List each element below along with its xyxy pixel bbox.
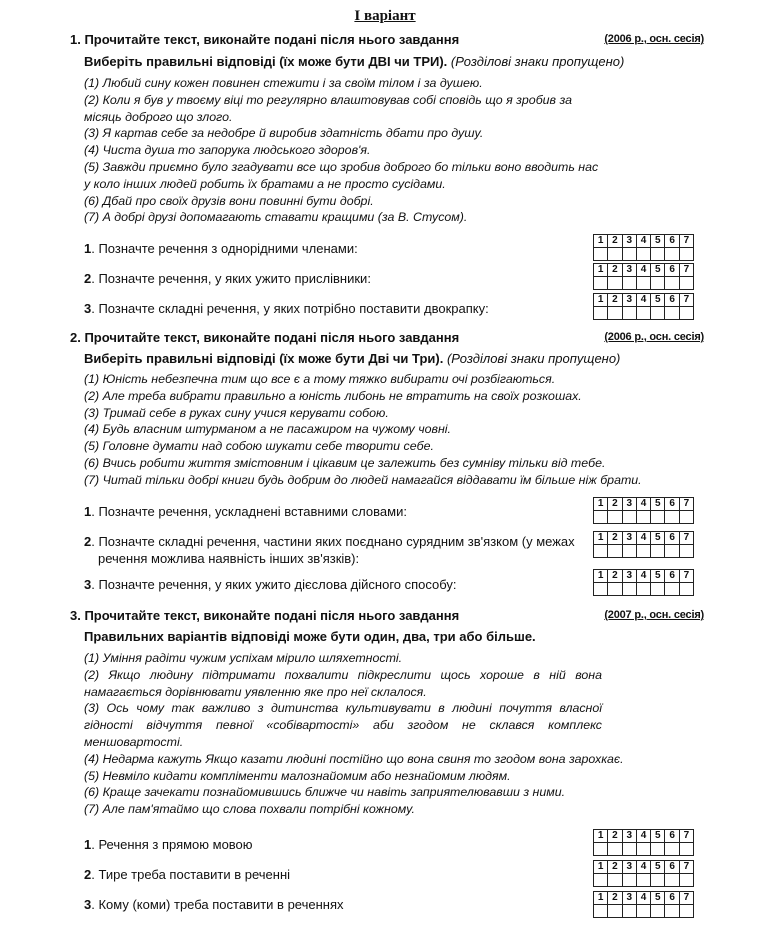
sentence: (5) Головне думати над собою шукати себе творити себе. bbox=[84, 439, 434, 454]
question-number: 1 bbox=[84, 837, 92, 852]
sentence: (4) Недарма кажуть Якщо казати людині постійно що вона свиня то згодом вона зарохкає. bbox=[84, 751, 624, 766]
answer-cell[interactable] bbox=[608, 874, 622, 887]
task-source: (2006 р., осн. сесія) bbox=[604, 33, 704, 45]
grid-digit: 1 bbox=[594, 264, 608, 277]
grid-digit: 7 bbox=[679, 570, 693, 583]
answer-cell[interactable] bbox=[636, 843, 650, 856]
answer-cell[interactable] bbox=[608, 545, 622, 558]
instruction-note: (Розділові знаки пропущено) bbox=[450, 54, 625, 69]
answer-cell[interactable] bbox=[622, 905, 636, 918]
answer-cell[interactable] bbox=[622, 545, 636, 558]
question-text: . Кому (коми) треба поставити в реченнях bbox=[91, 897, 344, 912]
answer-cell[interactable] bbox=[636, 307, 650, 320]
answer-cell[interactable] bbox=[622, 511, 636, 524]
answer-grid[interactable] bbox=[593, 569, 694, 596]
grid-digit: 2 bbox=[608, 892, 622, 905]
sentence: (2) Коли я був у твоєму віці то регулярно влаштовував собі сповідь що я зробив за місяць доброго що злого. bbox=[84, 92, 572, 124]
question-2 bbox=[84, 533, 575, 567]
sentence: (7) А добрі друзі допомагають ставати кращими (за В. Стусом). bbox=[84, 210, 468, 225]
sentence: (2) Якщо людину підтримати похвалити підкреслити щось хороше в ній вона намагається дорівнювати уявленню яке про неї склалося. bbox=[84, 667, 602, 699]
grid-digit: 3 bbox=[622, 264, 636, 277]
sentence: (5) Невміло кидати компліменти малознайомим або незнайомим людям. bbox=[84, 768, 511, 783]
question-number: 2 bbox=[84, 534, 92, 549]
answer-cell[interactable] bbox=[594, 583, 608, 596]
grid-digit: 6 bbox=[665, 294, 679, 307]
grid-digit: 2 bbox=[608, 830, 622, 843]
answer-cell[interactable] bbox=[608, 511, 622, 524]
answer-cell[interactable] bbox=[679, 511, 693, 524]
instruction-bold: Правильних варіантів відповіді може бути один, два, три або більше. bbox=[84, 629, 536, 644]
question-2 bbox=[84, 270, 371, 287]
grid-digit: 4 bbox=[636, 498, 650, 511]
question-number: 1 bbox=[84, 504, 92, 519]
task-instruction bbox=[84, 54, 624, 69]
answer-cell[interactable] bbox=[679, 545, 693, 558]
grid-digit: 7 bbox=[679, 892, 693, 905]
answer-cell[interactable] bbox=[622, 843, 636, 856]
sentence: (4) Будь власним штурманом а не пасажиром на чужому човні. bbox=[84, 422, 451, 437]
grid-digit: 5 bbox=[651, 892, 665, 905]
question-text: . Позначте складні речення, частини яких поєднано сурядним зв'язком (у межах bbox=[91, 534, 575, 549]
instruction-bold: Виберіть правильні відповіді (їх може бути Дві чи Три). bbox=[84, 351, 444, 366]
grid-digit: 2 bbox=[608, 294, 622, 307]
answer-cell[interactable] bbox=[594, 545, 608, 558]
grid-digit: 6 bbox=[665, 235, 679, 248]
grid-digit: 1 bbox=[594, 892, 608, 905]
answer-cell[interactable] bbox=[665, 905, 679, 918]
grid-digit: 1 bbox=[594, 861, 608, 874]
sentence: (4) Чиста душа то запорука людського здоров'я. bbox=[84, 143, 371, 158]
answer-cell[interactable] bbox=[636, 277, 650, 290]
sentence: (1) Любий сину кожен повинен стежити і за своїм тілом і за душею. bbox=[84, 76, 483, 90]
instruction-bold: Виберіть правильні відповіді (їх може бути ДВІ чи ТРИ). bbox=[84, 54, 448, 69]
answer-cell[interactable] bbox=[608, 307, 622, 320]
answer-cell[interactable] bbox=[651, 843, 665, 856]
answer-cell[interactable] bbox=[651, 583, 665, 596]
grid-digit: 1 bbox=[594, 235, 608, 248]
sentence: (7) Але пам'ятаймо що слова похвали потрібні кожному. bbox=[84, 802, 415, 817]
grid-digit: 1 bbox=[594, 532, 608, 545]
answer-cell[interactable] bbox=[594, 905, 608, 918]
sentence: (6) Вчись робити життя змістовним і цікавим це залежить без сумніву тільки від тебе. bbox=[84, 455, 606, 470]
answer-cell[interactable] bbox=[594, 277, 608, 290]
instruction-note: (Розділові знаки пропущено) bbox=[446, 351, 621, 366]
grid-digit: 4 bbox=[636, 235, 650, 248]
grid-digit: 5 bbox=[651, 861, 665, 874]
question-1 bbox=[84, 836, 253, 853]
grid-digit: 5 bbox=[651, 830, 665, 843]
grid-digit: 4 bbox=[636, 892, 650, 905]
answer-cell[interactable] bbox=[651, 248, 665, 261]
answer-cell[interactable] bbox=[608, 583, 622, 596]
grid-digit: 2 bbox=[608, 498, 622, 511]
question-number: 2 bbox=[84, 867, 92, 882]
answer-cell[interactable] bbox=[594, 874, 608, 887]
answer-cell[interactable] bbox=[651, 511, 665, 524]
sentence: (3) Ось чому так важливо з дитинства культивувати в людині почуття власної гідності відчуття певної «собівартості» аби згодом не склався комплекс меншовартості. bbox=[84, 701, 602, 749]
answer-cell[interactable] bbox=[679, 307, 693, 320]
grid-digit: 3 bbox=[622, 861, 636, 874]
answer-cell[interactable] bbox=[636, 583, 650, 596]
grid-digit: 3 bbox=[622, 294, 636, 307]
question-text: . Позначте речення, ускладнені вставними словами: bbox=[91, 504, 407, 519]
answer-grid[interactable] bbox=[593, 891, 694, 918]
question-text: . Позначте речення з однорідними членами: bbox=[91, 241, 358, 256]
grid-digit: 2 bbox=[608, 570, 622, 583]
grid-digit: 1 bbox=[594, 830, 608, 843]
grid-digit: 1 bbox=[594, 294, 608, 307]
grid-digit: 7 bbox=[679, 235, 693, 248]
grid-digit: 1 bbox=[594, 570, 608, 583]
answer-cell[interactable] bbox=[665, 843, 679, 856]
answer-cell[interactable] bbox=[608, 248, 622, 261]
grid-digit: 7 bbox=[679, 294, 693, 307]
answer-cell[interactable] bbox=[665, 277, 679, 290]
grid-digit: 6 bbox=[665, 861, 679, 874]
answer-grid[interactable] bbox=[593, 234, 694, 261]
grid-digit: 5 bbox=[651, 498, 665, 511]
grid-digit: 3 bbox=[622, 532, 636, 545]
sentence: (3) Тримай себе в руках сину учися керувати собою. bbox=[84, 405, 389, 420]
grid-digit: 3 bbox=[622, 498, 636, 511]
grid-digit: 2 bbox=[608, 235, 622, 248]
grid-digit: 4 bbox=[636, 830, 650, 843]
grid-digit: 4 bbox=[636, 294, 650, 307]
answer-cell[interactable] bbox=[679, 248, 693, 261]
sentence-list bbox=[84, 75, 604, 226]
grid-digit: 6 bbox=[665, 498, 679, 511]
answer-cell[interactable] bbox=[665, 511, 679, 524]
question-text: . Позначте речення, у яких ужито дієслова дійсного способу: bbox=[91, 577, 457, 592]
task-instruction bbox=[84, 629, 536, 644]
answer-cell[interactable] bbox=[679, 843, 693, 856]
answer-cell[interactable] bbox=[665, 874, 679, 887]
grid-digit: 5 bbox=[651, 264, 665, 277]
grid-digit: 7 bbox=[679, 264, 693, 277]
answer-cell[interactable] bbox=[622, 583, 636, 596]
variant-title: І варіант bbox=[354, 8, 416, 24]
answer-cell[interactable] bbox=[608, 905, 622, 918]
grid-digit: 7 bbox=[679, 861, 693, 874]
grid-digit: 2 bbox=[608, 532, 622, 545]
sentence: (5) Завжди приємно було згадувати все що зробив доброго бо тільки воно вводить нас у коло інших людей робить їх братами а не просто сусідами. bbox=[84, 159, 599, 191]
grid-digit: 4 bbox=[636, 264, 650, 277]
question-3 bbox=[84, 300, 489, 317]
sentence: (6) Краще зачекати познайомившись ближче чи навіть заприятелювавши з ними. bbox=[84, 785, 566, 800]
answer-grid[interactable] bbox=[593, 263, 694, 290]
grid-digit: 5 bbox=[651, 532, 665, 545]
answer-cell[interactable] bbox=[636, 511, 650, 524]
answer-cell[interactable] bbox=[679, 277, 693, 290]
question-text-continued: речення можлива наявність інших зв'язків): bbox=[98, 551, 360, 566]
answer-grid[interactable] bbox=[593, 531, 694, 558]
answer-grid[interactable] bbox=[593, 293, 694, 320]
grid-digit: 7 bbox=[679, 830, 693, 843]
answer-cell[interactable] bbox=[636, 874, 650, 887]
grid-digit: 6 bbox=[665, 892, 679, 905]
answer-cell[interactable] bbox=[622, 307, 636, 320]
question-text: . Речення з прямою мовою bbox=[91, 837, 253, 852]
answer-cell[interactable] bbox=[679, 874, 693, 887]
question-number: 1 bbox=[84, 241, 92, 256]
answer-cell[interactable] bbox=[651, 874, 665, 887]
answer-cell[interactable] bbox=[594, 843, 608, 856]
answer-cell[interactable] bbox=[665, 248, 679, 261]
grid-digit: 1 bbox=[594, 498, 608, 511]
grid-digit: 6 bbox=[665, 532, 679, 545]
grid-digit: 3 bbox=[622, 235, 636, 248]
sentence: (1) Юність небезпечна тим що все є а тому тяжко вибирати очі розбігаються. bbox=[84, 372, 556, 386]
answer-cell[interactable] bbox=[636, 545, 650, 558]
answer-grid[interactable] bbox=[593, 860, 694, 887]
task-header: 3. Прочитайте текст, виконайте подані після нього завдання bbox=[70, 608, 460, 623]
answer-grid[interactable] bbox=[593, 497, 694, 524]
question-text: . Позначте складні речення, у яких потрібно поставити двокрапку: bbox=[91, 301, 489, 316]
grid-digit: 2 bbox=[608, 861, 622, 874]
answer-cell[interactable] bbox=[679, 905, 693, 918]
grid-digit: 3 bbox=[622, 892, 636, 905]
answer-grid[interactable] bbox=[593, 829, 694, 856]
question-3 bbox=[84, 576, 457, 593]
sentence: (3) Я картав себе за недобре й виробив здатність дбати про душу. bbox=[84, 126, 484, 141]
question-number: 3 bbox=[84, 577, 92, 592]
answer-cell[interactable] bbox=[679, 583, 693, 596]
question-text: . Позначте речення, у яких ужито прислівники: bbox=[91, 271, 371, 286]
answer-cell[interactable] bbox=[622, 874, 636, 887]
sentence: (2) Але треба вибрати правильно а юність либонь не втратить на своїх розкошах. bbox=[84, 388, 582, 403]
answer-cell[interactable] bbox=[651, 277, 665, 290]
answer-cell[interactable] bbox=[608, 277, 622, 290]
sentence-list bbox=[84, 371, 664, 489]
task-header: 1. Прочитайте текст, виконайте подані після нього завдання bbox=[70, 32, 460, 47]
question-number: 3 bbox=[84, 897, 92, 912]
task-source: (2006 р., осн. сесія) bbox=[604, 331, 704, 343]
answer-cell[interactable] bbox=[636, 248, 650, 261]
sentence: (6) Дбай про своїх друзів вони повинні бути добрі. bbox=[84, 193, 374, 208]
sentence: (7) Читай тільки добрі книги будь добрим до людей намагайся віддавати їм більше ніж брати. bbox=[84, 472, 642, 487]
grid-digit: 5 bbox=[651, 294, 665, 307]
answer-cell[interactable] bbox=[665, 307, 679, 320]
question-number: 3 bbox=[84, 301, 92, 316]
grid-digit: 6 bbox=[665, 830, 679, 843]
answer-cell[interactable] bbox=[594, 248, 608, 261]
grid-digit: 3 bbox=[622, 570, 636, 583]
grid-digit: 3 bbox=[622, 830, 636, 843]
grid-digit: 7 bbox=[679, 498, 693, 511]
grid-digit: 6 bbox=[665, 264, 679, 277]
question-1 bbox=[84, 240, 358, 257]
grid-digit: 2 bbox=[608, 264, 622, 277]
answer-cell[interactable] bbox=[651, 545, 665, 558]
answer-cell[interactable] bbox=[651, 307, 665, 320]
task-source: (2007 р., осн. сесія) bbox=[604, 609, 704, 621]
sentence-list bbox=[84, 650, 624, 818]
answer-cell[interactable] bbox=[665, 583, 679, 596]
answer-cell[interactable] bbox=[622, 248, 636, 261]
grid-digit: 4 bbox=[636, 532, 650, 545]
answer-cell[interactable] bbox=[665, 545, 679, 558]
question-1 bbox=[84, 503, 407, 520]
grid-digit: 6 bbox=[665, 570, 679, 583]
task-instruction bbox=[84, 351, 620, 366]
answer-cell[interactable] bbox=[651, 905, 665, 918]
answer-cell[interactable] bbox=[594, 511, 608, 524]
grid-digit: 4 bbox=[636, 570, 650, 583]
question-2 bbox=[84, 866, 290, 883]
answer-cell[interactable] bbox=[636, 905, 650, 918]
question-number: 2 bbox=[84, 271, 92, 286]
question-text: . Тире треба поставити в реченні bbox=[91, 867, 291, 882]
question-3 bbox=[84, 896, 344, 913]
answer-cell[interactable] bbox=[608, 843, 622, 856]
grid-digit: 7 bbox=[679, 532, 693, 545]
answer-cell[interactable] bbox=[622, 277, 636, 290]
answer-cell[interactable] bbox=[594, 307, 608, 320]
grid-digit: 5 bbox=[651, 570, 665, 583]
sentence: (1) Уміння радіти чужим успіхам мірило шляхетності. bbox=[84, 651, 403, 665]
grid-digit: 4 bbox=[636, 861, 650, 874]
grid-digit: 5 bbox=[651, 235, 665, 248]
task-header: 2. Прочитайте текст, виконайте подані після нього завдання bbox=[70, 330, 460, 345]
